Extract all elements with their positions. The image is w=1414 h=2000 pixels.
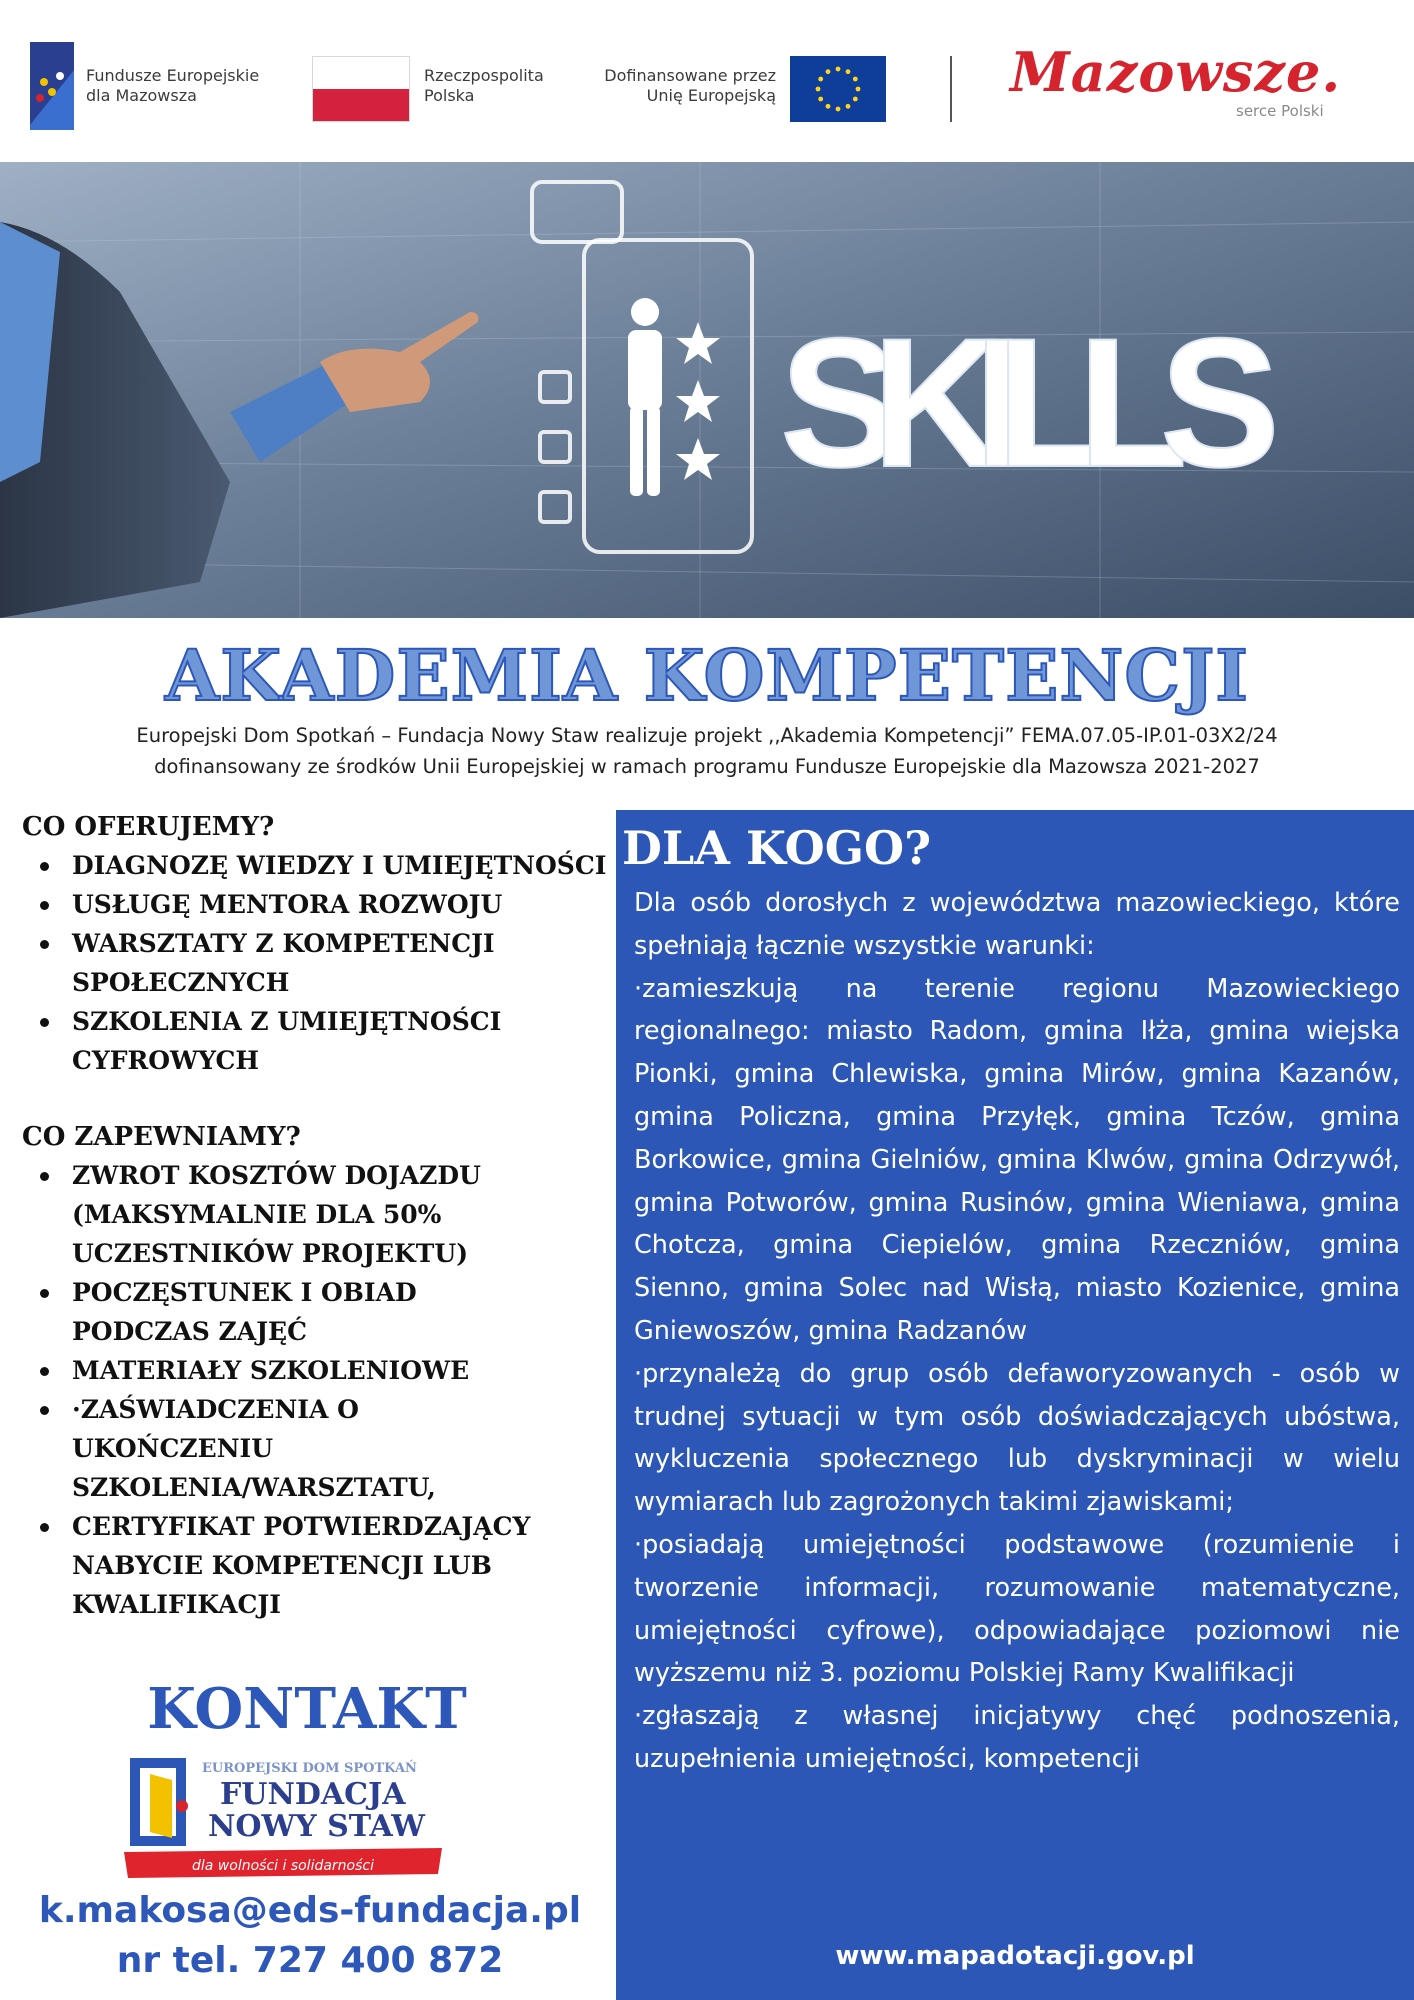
eu-line1: Dofinansowane przez <box>604 66 776 85</box>
list-item: USŁUGĘ MENTORA ROZWOJU <box>72 885 622 924</box>
eu-star-icon <box>818 97 823 102</box>
target-paragraph: ·posiadają umiejętności podstawowe (rozumienie i tworzenie informacji, rozumowanie matematyczne, umiejętności cyfrowe), odpowiadające poziomowi nie wyższemu niż 3. poziomu Polskiej Ramy Kwalifikacji <box>634 1529 1400 1689</box>
eu-star-icon <box>826 104 831 109</box>
target-paragraph: ·zgłaszają z własnej inicjatywy chęć podnoszenia, uzupełnienia umiejętności, kompetencji <box>634 1701 1400 1774</box>
subtitle-line1: Europejski Dom Spotkań – Fundacja Nowy Staw realizuje projekt ,,Akademia Kompetencji” FEMA.07.05-IP.01-03X2/24 <box>136 724 1278 747</box>
target-heading: DLA KOGO? <box>622 821 932 875</box>
skills-word: SKILLS <box>780 299 1280 506</box>
eu-star-icon <box>826 69 831 74</box>
website-link[interactable]: www.mapadotacji.gov.pl <box>835 1941 1195 1971</box>
eu-star-icon <box>818 77 823 82</box>
list-item: MATERIAŁY SZKOLENIOWE <box>72 1351 622 1390</box>
fundusze-line2: dla Mazowsza <box>86 86 197 105</box>
contact-email[interactable]: k.makosa@eds-fundacja.pl <box>38 1890 582 1931</box>
contact-heading: KONTAKT <box>147 1676 467 1742</box>
rp-line1: Rzeczpospolita <box>424 66 544 85</box>
target-body <box>634 882 1400 1781</box>
polish-flag-icon <box>312 56 410 122</box>
provide-heading: CO ZAPEWNIAMY? <box>22 1122 301 1152</box>
fundusze-europejskie-logo-icon <box>26 42 74 130</box>
list-item: SZKOLENIA Z UMIEJĘTNOŚCI CYFROWYCH <box>72 1002 542 1080</box>
target-paragraph: ·zamieszkują na terenie regionu Mazowieckiego regionalnego: miasto Radom, gmina Iłża, gmina wiejska Pionki, gmina Chlewiska, gmina Mirów, gmina Kazanów, gmina Policzna, gmina Przyłęk, gmina Tczów, gmina Borkowice, gmina Gielniów, gmina Klwów, gmina Odrzywół, gmina Potworów, gmina Rusinów, gmina Wieniawa, gmina Chotcza, gmina Ciepielów, gmina Rzeczniów, gmina Sienno, gmina Solec nad Wisłą, miasto Kozienice, gmina Gniewoszów, gmina Radzanów <box>634 973 1400 1346</box>
eu-star-icon <box>853 97 858 102</box>
logo-line2: NOWY STAW <box>208 1809 425 1844</box>
list-item: ·ZAŚWIADCZENIA O UKOŃCZENIU SZKOLENIA/WARSZTATU, <box>72 1390 552 1507</box>
project-subtitle <box>40 720 1374 782</box>
fundacja-nowy-staw-logo <box>124 1756 442 1880</box>
mazowsze-tagline: serce Polski <box>1236 102 1324 120</box>
eu-star-icon <box>836 107 841 112</box>
logo-tagline: dla wolności i solidarności <box>192 1858 374 1874</box>
list-item: WARSZTATY Z KOMPETENCJI SPOŁECZNYCH <box>72 924 542 1002</box>
eu-star-icon <box>853 77 858 82</box>
fundusze-line1: Fundusze Europejskie <box>86 66 260 85</box>
eu-star-icon <box>856 87 861 92</box>
logo-bar <box>0 0 1414 162</box>
list-item: DIAGNOZĘ WIEDZY I UMIEJĘTNOŚCI <box>72 846 622 885</box>
eu-flag-icon <box>790 56 886 122</box>
rzeczpospolita-label <box>424 66 544 106</box>
skills-banner-image <box>0 162 1414 618</box>
logo-line1: FUNDACJA <box>220 1777 406 1812</box>
logo-top-text: EUROPEJSKI DOM SPOTKAŃ <box>202 1761 417 1776</box>
offer-heading: CO OFERUJEMY? <box>22 812 275 842</box>
eu-funding-label <box>560 66 776 106</box>
target-paragraph: ·przynależą do grup osób defaworyzowanych - osób w trudnej sytuacji w tym osób doświadczających ubóstwa, wykluczenia społecznego lub dyskryminacji w wielu wymiarach lub zagrożonych takimi zjawiskami; <box>634 1358 1400 1518</box>
skills-banner <box>0 162 1414 618</box>
list-item: ZWROT KOSZTÓW DOJAZDU (MAKSYMALNIE DLA 50% UCZESTNIKÓW PROJEKTU) <box>72 1156 572 1273</box>
eu-star-icon <box>846 69 851 74</box>
fundusze-europejskie-label <box>86 66 259 106</box>
contact-phone[interactable]: nr tel. 727 400 872 <box>116 1940 504 1981</box>
eu-star-icon <box>816 87 821 92</box>
offer-column <box>22 808 622 1624</box>
target-paragraph: Dla osób dorosłych z województwa mazowieckiego, które spełniają łącznie wszystkie warunki: <box>634 888 1400 961</box>
list-item: CERTYFIKAT POTWIERDZAJĄCY NABYCIE KOMPETENCJI LUB KWALIFIKACJI <box>72 1507 632 1624</box>
eu-line2: Unię Europejską <box>646 86 776 105</box>
list-item: POCZĘSTUNEK I OBIAD PODCZAS ZAJĘĆ <box>72 1273 492 1351</box>
logo-divider <box>950 56 952 122</box>
subtitle-line2: dofinansowany ze środków Unii Europejskiej w ramach programu Fundusze Europejskie dla Mazowsza 2021-2027 <box>154 755 1260 778</box>
offer-list <box>22 846 622 1080</box>
provide-list <box>22 1156 622 1624</box>
rp-line2: Polska <box>424 86 475 105</box>
target-panel <box>616 810 1414 2000</box>
eu-star-icon <box>846 104 851 109</box>
mazowsze-logo: Mazowsze. <box>1010 40 1342 104</box>
eu-star-icon <box>836 67 841 72</box>
page-title: AKADEMIA KOMPETENCJI <box>164 634 1249 717</box>
